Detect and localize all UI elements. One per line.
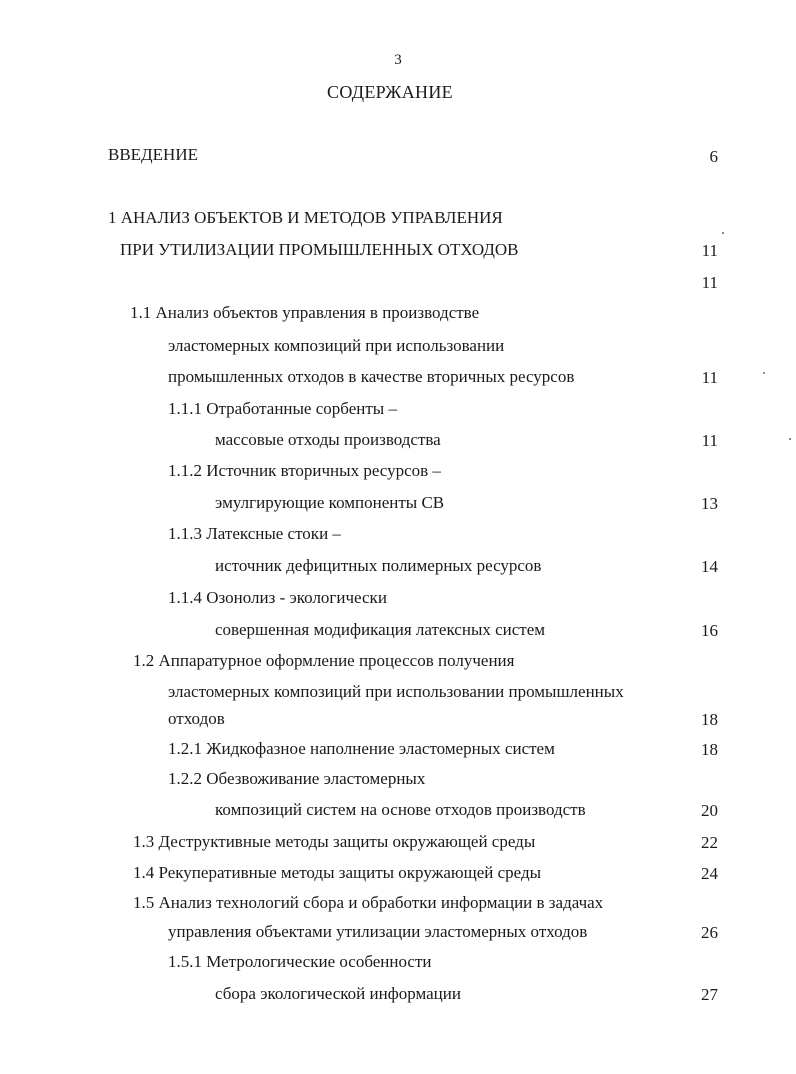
toc-entry-text: 1.1.4 Озонолиз - экологически [168,588,387,607]
toc-entry-text: ВВЕДЕНИЕ [108,145,198,164]
toc-entry-page: 20 [701,801,718,820]
toc-entry-page: 11 [701,431,718,450]
toc-entry-text: эмулгирующие компоненты СВ [215,493,445,512]
toc-entry-text: эластомерных композиций при использовании промышленных [168,682,624,701]
scan-speck [789,438,791,440]
toc-entry-page: 27 [701,985,718,1004]
toc-entry-page: 18 [701,740,718,759]
toc-entry-text: источник дефицитных полимерных ресурсов [215,556,542,575]
page-title: СОДЕРЖАНИЕ [327,82,453,102]
toc-entry-page: 24 [701,864,718,883]
toc-entry-text: 1.5.1 Метрологические особенности [168,952,432,971]
toc-entry-page: 13 [701,494,718,513]
toc-entry-text: 1.1.3 Латексные стоки – [168,524,341,543]
toc-entry-text: 1.5 Анализ технологий сбора и обработки информации в задачах [133,893,604,912]
toc-entry-text: 1.1 Анализ объектов управления в производстве [130,303,480,322]
toc-entry-text: композиций систем на основе отходов производств [215,800,586,819]
toc-entry-text: отходов [168,709,225,728]
toc-entry-text: 1.1.2 Источник вторичных ресурсов – [168,461,441,480]
scan-speck [722,232,724,234]
toc-entry-text: ПРИ УТИЛИЗАЦИИ ПРОМЫШЛЕННЫХ ОТХОДОВ [120,240,519,259]
toc-entry-text: 1.2 Аппаратурное оформление процессов получения [133,651,515,670]
toc-entry-text: эластомерных композиций при использовании [168,336,505,355]
toc-entry-page: 11 [701,368,718,387]
toc-entry-text: управления объектами утилизации эластомерных отходов [168,922,588,941]
toc-entry-page: 18 [701,710,718,729]
toc-entry-page: 16 [701,621,718,640]
page-number: 3 [394,52,402,68]
toc-entry-page: 11 [701,241,718,260]
toc-entry-text: 1.3 Деструктивные методы защиты окружающей среды [133,832,536,851]
toc-entry-page: 22 [701,833,718,852]
toc-entry-text: 1.4 Рекуперативные методы защиты окружающей среды [133,863,542,882]
toc-entry-text: массовые отходы производства [215,430,441,449]
toc-entry-page: 11 [701,273,718,292]
scan-speck [763,372,765,374]
toc-entry-page: 6 [709,147,718,166]
toc-entry-text: 1.2.2 Обезвоживание эластомерных [168,769,426,788]
toc-entry-text: сбора экологической информации [215,984,461,1003]
toc-entry-text: 1.2.1 Жидкофазное наполнение эластомерных систем [168,739,555,758]
toc-entry-text: совершенная модификация латексных систем [215,620,546,639]
toc-entry-text: 1.1.1 Отработанные сорбенты – [168,399,397,418]
toc-entry-page: 14 [701,557,718,576]
toc-entry-page: 26 [701,923,718,942]
toc-entry-text: промышленных отходов в качестве вторичных ресурсов [168,367,575,386]
toc-entry-text: 1 АНАЛИЗ ОБЪЕКТОВ И МЕТОДОВ УПРАВЛЕНИЯ [108,208,503,227]
